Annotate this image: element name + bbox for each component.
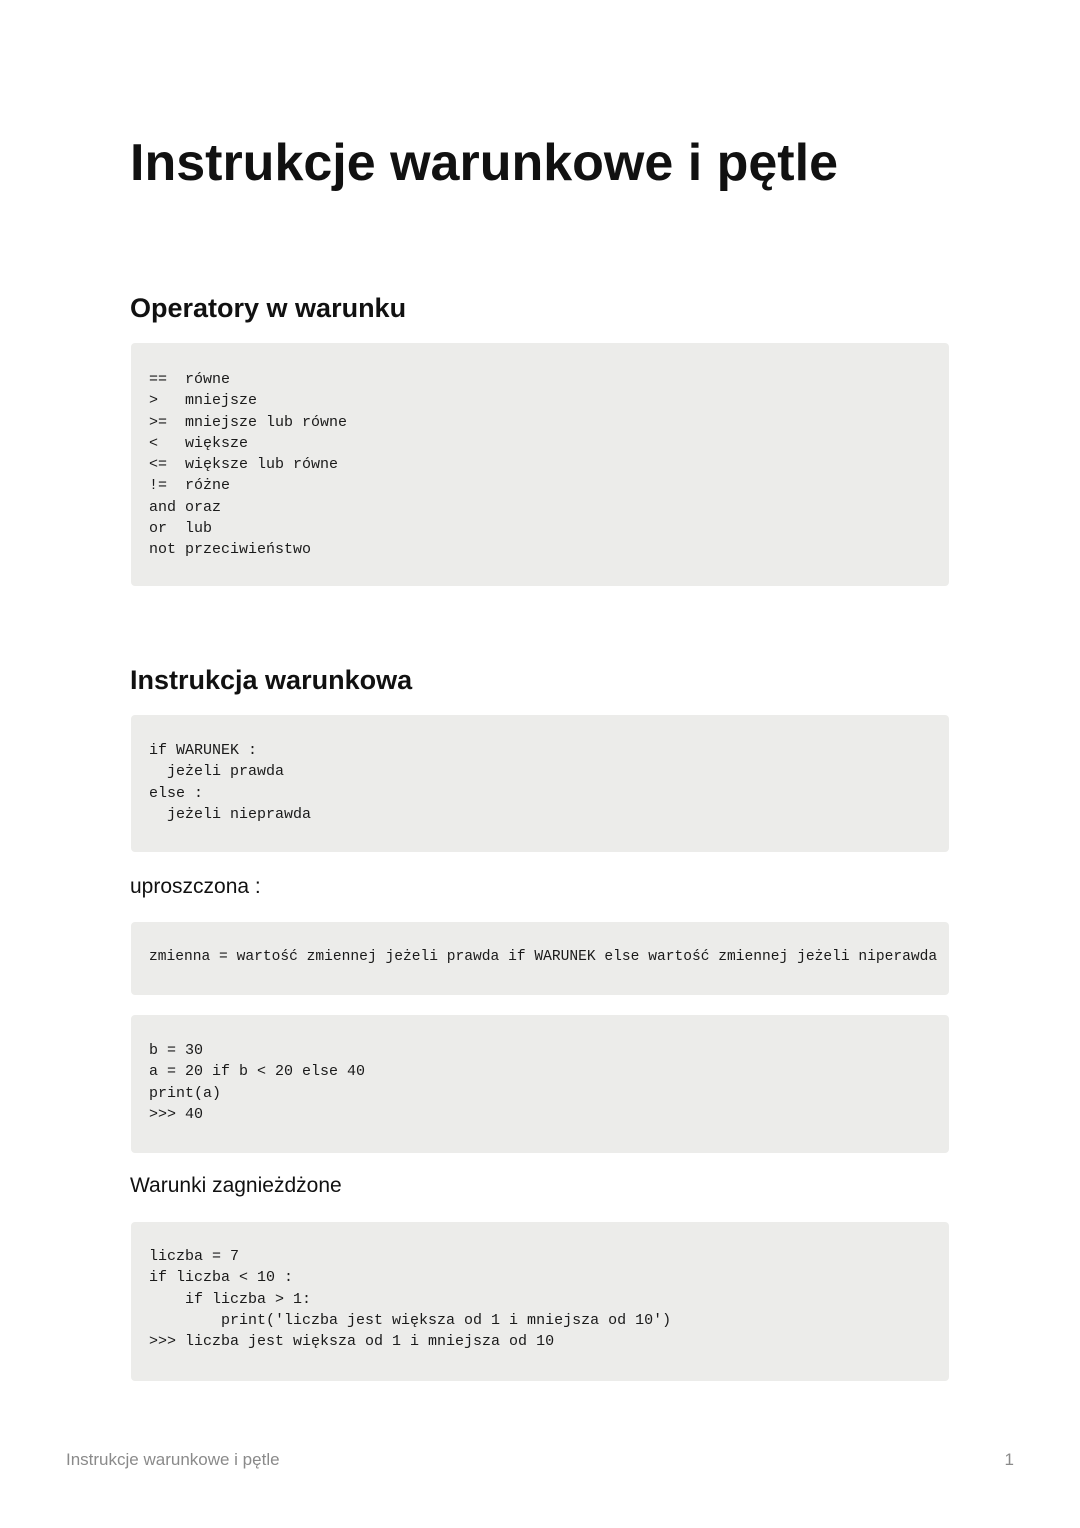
code-line: == równe bbox=[149, 371, 231, 388]
code-line: zmienna = wartość zmiennej jeżeli prawda if WARUNEK else wartość zmiennej jeżeli niperawda bbox=[149, 949, 938, 965]
footer-title: Instrukcje warunkowe i pętle bbox=[66, 1450, 280, 1469]
code-line: a = 20 if b < 20 else 40 bbox=[149, 1063, 366, 1081]
code-line: jeżeli nieprawda bbox=[149, 805, 312, 823]
nested-code-block bbox=[131, 1222, 949, 1381]
simplified-code-block bbox=[131, 922, 949, 995]
section-heading-operators: Operatory w warunku bbox=[130, 293, 407, 323]
code-line: >>> liczba jest większa od 1 i mniejsza od 10 bbox=[149, 1333, 555, 1351]
code-line: if WARUNEK : bbox=[149, 742, 258, 759]
simplified-label: uproszczona : bbox=[130, 875, 261, 898]
code-line: <= większe lub równe bbox=[149, 456, 339, 474]
code-line: and oraz bbox=[149, 498, 222, 516]
example-code-block bbox=[131, 1015, 949, 1153]
code-line: not przeciwieństwo bbox=[149, 541, 312, 559]
code-line: jeżeli prawda bbox=[149, 763, 285, 781]
code-line: > mniejsze bbox=[149, 392, 258, 410]
code-line: or lub bbox=[149, 520, 213, 538]
page-title: Instrukcje warunkowe i pętle bbox=[130, 134, 838, 192]
code-line: < większe bbox=[149, 434, 249, 452]
code-line: >= mniejsze lub równe bbox=[149, 413, 348, 431]
code-line: >>> 40 bbox=[149, 1105, 204, 1123]
code-line: if liczba > 1: bbox=[149, 1290, 312, 1308]
code-line: else : bbox=[149, 784, 204, 802]
operators-code-block bbox=[131, 343, 949, 586]
code-line: != różne bbox=[149, 477, 231, 495]
code-line: print('liczba jest większa od 1 i mniejsza od 10') bbox=[149, 1311, 672, 1329]
nested-label: Warunki zagnieżdżone bbox=[130, 1174, 342, 1197]
code-line: print(a) bbox=[149, 1084, 222, 1102]
section-heading-conditional: Instrukcja warunkowa bbox=[130, 665, 413, 695]
page-number: 1 bbox=[1004, 1450, 1014, 1469]
code-line: liczba = 7 bbox=[149, 1248, 240, 1265]
code-line: if liczba < 10 : bbox=[149, 1269, 294, 1287]
conditional-code-block bbox=[131, 715, 949, 852]
code-line: b = 30 bbox=[149, 1042, 204, 1059]
